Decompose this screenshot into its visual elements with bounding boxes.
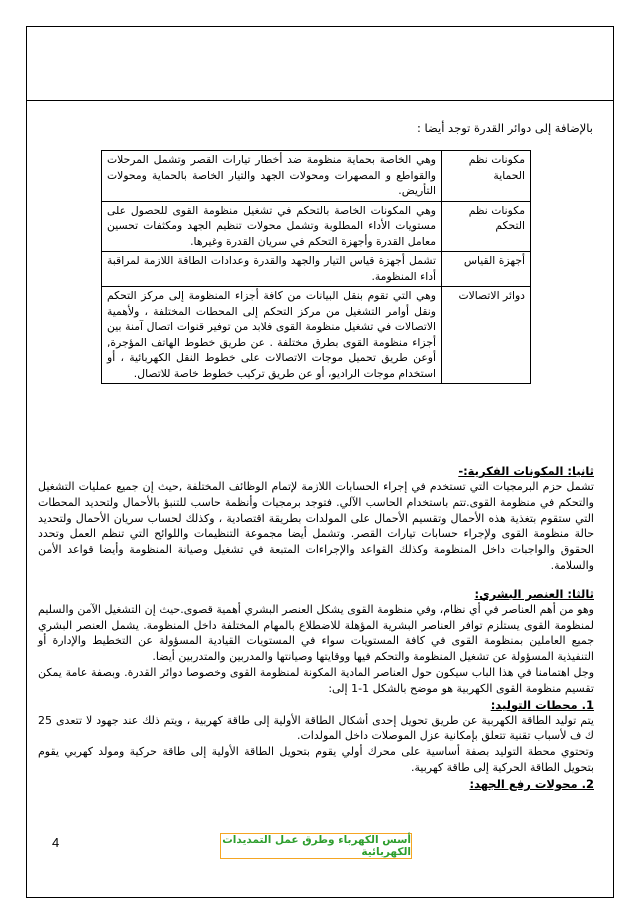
table-description: وهي المكونات الخاصة بالتحكم في تشغيل منظومة القوى للحصول على مستويات الأداء المطلوبة وتشمل محولات تنظيم الجهد ومكثفات تحسين معامل القدرة وأجهزة التحكم في سريان القدرة وغيرها.: [102, 201, 442, 252]
table-description: وهي الخاصة بحماية منظومة ضد أخطار تيارات القصر وتشمل المرحلات والقواطع و المصهرات ومحولات الجهد والتيار الخاصة بالحماية ومحولات التأريض.: [102, 151, 442, 202]
table-term: مكونات نظم التحكم: [442, 201, 531, 252]
page-number: 4: [52, 835, 60, 850]
intro-line: بالإضافة إلى دوائر القدرة توجد أيضا :: [417, 121, 593, 135]
table-row: [102, 201, 531, 252]
section-body-intellectual: تشمل حزم البرمجيات التي تستخدم في إجراء الحسابات اللازمة لإتمام الوظائف المختلفة ,حيث إن جميع عمليات التشغيل والتحكم في منظومة القوى.تتم باستخدام الحاسب الآلي. فتوجد برمجيات وأنظمة حاسب للتنبؤ بالأحمال ولتحديد المحطات التي ستقوم بتغذية هذه الأحمال وتقسيم الأحمال على المولدات بطريقة اقتصادية ، وكذلك لحساب سريان الأحمال ولتحديد حالة منظومة القوى ولإجراء حسابات تيارات القصر. وتشمل أيضا مجموعة التنظيمات واللوائح التي تنظم العمل وتحدد الحقوق والواجبات داخل المنظومة وكذلك القواعد والإجراءات المتبعة في تشغيل وصيانة المنظومة وأيضا قواعد الأمن والسلامة.: [38, 480, 594, 572]
table-term: أجهزة القياس: [442, 252, 531, 287]
section-heading-intellectual: ثانيا: المكونات الفكرية:-: [458, 464, 594, 478]
section-heading-human: ثالثا: العنصر البشري:: [474, 586, 594, 601]
section-body-human: وهو من أهم العناصر في أي نظام، وفي منظومة القوى يشكل العنصر البشري أهمية قصوى.حيث إن التشغيل الآمن والسليم لمنظومة القوى يستلزم توافر العناصر البشرية المؤهلة للاضطلاع بالمهام المختلفة داخل المنظومة. يشمل العنصر البشري جميع العاملين بمنظومة القوى في كافة المستويات سواء في المستويات القيادية المسؤولة عن التخطيط والإدارة أو التنفيذية المسؤولة عن تشغيل المنظومة والتحكم فيها ووقايتها وصيانتها والمدربين والمتدربين أيضا.: [38, 602, 594, 664]
footer-title: أسس الكهرباء وطرق عمل التمديدات الكهربائية: [222, 834, 411, 858]
table-description: تشمل أجهزة قياس التيار والجهد والقدرة وعدادات الطاقة اللازمة لمراقبة أداء المنظومة.: [102, 252, 442, 287]
footer-title-box: [220, 833, 412, 859]
subsection-heading-generation: 1. محطات التوليد:: [490, 697, 594, 712]
header-rule: [26, 100, 614, 101]
main-content: [38, 463, 594, 792]
subsection-body-generation-2: وتحتوي محطة التوليد بصفة أساسية على محرك أولي يقوم بتحويل الطاقة الأولية إلى طاقة حركية ومولد كهربي يقوم بتحويل الطاقة الحركية إلى طاقة كهربية.: [38, 745, 594, 774]
table-term: مكونات نظم الحماية: [442, 151, 531, 202]
table-term: دوائر الاتصالات: [442, 287, 531, 384]
components-table: [101, 150, 531, 384]
section-body-division: وجل اهتمامنا في هذا الباب سيكون حول العناصر المادية المكونة لمنظومة القوى وخصوصا دوائر القدرة. وبصفة عامة يمكن تقسيم منظومة القوى الكهربية هو موضح بالشكل 1-1 إلى:: [38, 665, 594, 695]
subsection-body-generation: يتم توليد الطاقة الكهربية عن طريق تحويل إحدى أشكال الطاقة الأولية إلى طاقة كهربية ، ويتم ذلك عند جهود لا تتعدى 25 ك ف لأسباب تقنية تتعلق بإمكانية عزل الموصلات داخل المولدات.: [38, 713, 594, 743]
table-row: [102, 252, 531, 287]
table-description: وهي التي تقوم بنقل البيانات من كافة أجزاء المنظومة إلى مركز التحكم ونقل أوامر التشغيل من مركز التحكم إلى المحطات المختلفة ، ولأهمية الاتصالات في تشغيل منظومة القوى فلابد من توفير قنوات اتصال آمنة بين أجزاء منظومة القوى بطرق مختلفة . عن طريق خطوط الهاتف المؤجرة, أوعن طريق تحميل موجات الاتصالات على خطوط النقل الكهربائية ، أو استخدام موجات الراديو، أو عن طريق تركيب خطوط خاصة للاتصال.: [102, 287, 442, 384]
table-row: [102, 151, 531, 202]
table-row: [102, 287, 531, 384]
subsection-heading-transformers: 2. محولات رفع الجهد:: [469, 776, 594, 791]
